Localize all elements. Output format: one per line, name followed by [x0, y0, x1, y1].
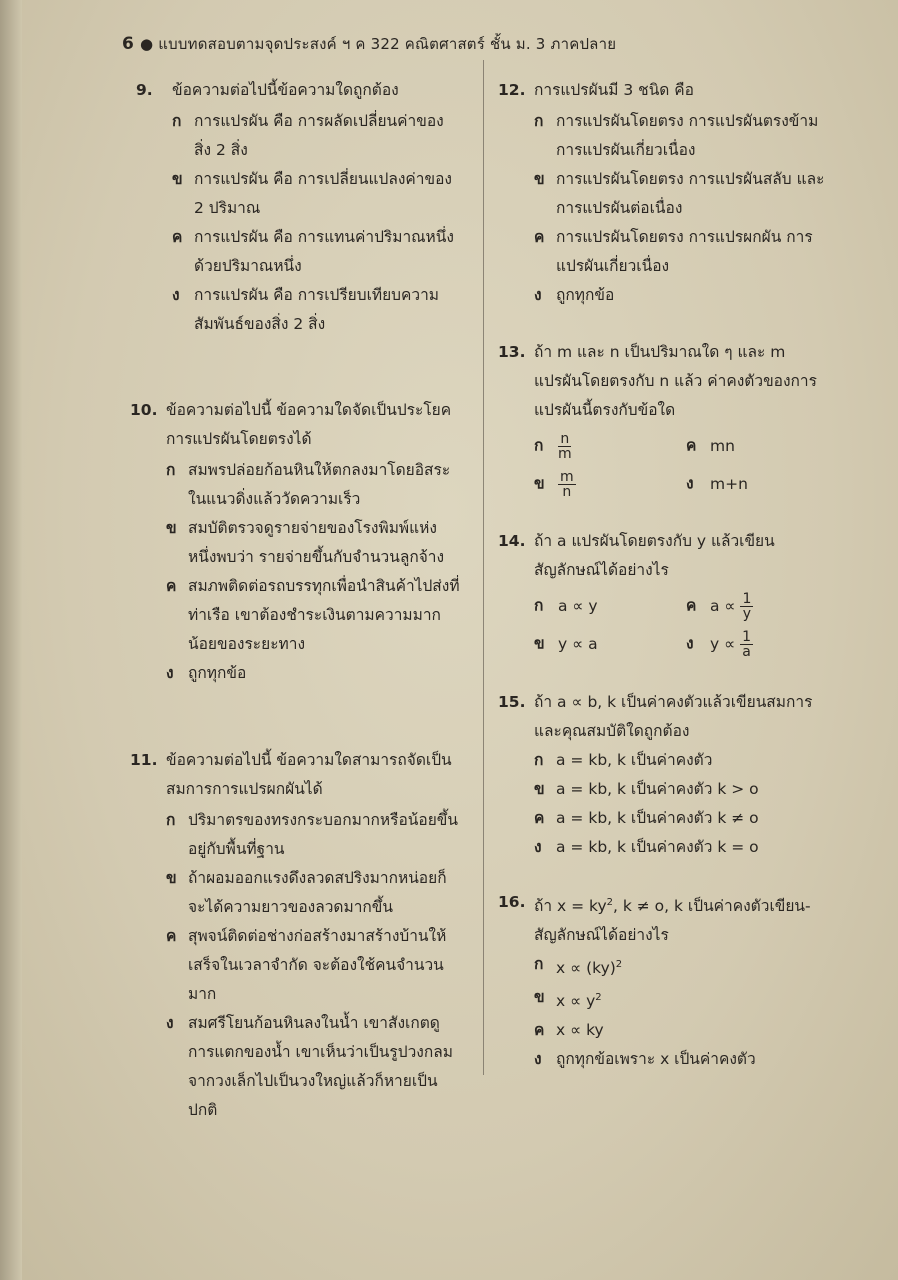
question-stem: ถ้า a ∝ b, k เป็นค่าคงตัวแล้วเขียนสมการและคุณสมบัติใดถูกต้อง: [534, 693, 813, 740]
question-number: 11.: [130, 751, 158, 769]
question-9: [136, 76, 458, 339]
option-c: ค x ∝ ky: [534, 1021, 604, 1040]
option-d: ง m+n: [686, 474, 748, 493]
page-number: 6: [122, 34, 135, 54]
question-15: [498, 688, 838, 862]
option-a: ก x ∝ (ky)$^2$: [534, 955, 623, 978]
question-stem: ข้อความต่อไปนี้ข้อความใดถูกต้อง: [172, 81, 399, 99]
option-d: ง ถูกทุกข้อ: [166, 664, 247, 682]
question-stem: ถ้า m และ n เป็นปริมาณใด ๆ และ m แปรผันโดยตรงกับ n แล้ว ค่าคงตัวของการแปรผันนี้ตรงกับข้อใด: [534, 343, 817, 419]
header-title: แบบทดสอบตามจุดประสงค์ ฯ ค 322 คณิตศาสตร์ ชั้น ม. 3 ภาคปลาย: [158, 35, 617, 53]
question-number: 13.: [498, 343, 526, 361]
option-c: ค สมภพติดต่อรถบรรทุกเพื่อนำสินค้าไปส่งที่ท่าเรือ เขาต้องชำระเงินตามความมากน้อยของระยะทาง: [166, 577, 460, 653]
question-number: 12.: [498, 81, 526, 99]
question-11: [130, 746, 460, 1125]
option-b: ข y ∝ a: [534, 634, 598, 653]
question-stem: การแปรผันมี 3 ชนิด คือ: [534, 81, 694, 99]
question-14: [498, 527, 838, 663]
option-a: ก a = kb, k เป็นค่าคงตัว: [534, 751, 713, 769]
question-16: [498, 888, 838, 1074]
option-a: ก การแปรผัน คือ การผลัดเปลี่ยนค่าของสิ่ง 2 สิ่ง: [172, 112, 444, 159]
question-number: 16.: [498, 893, 526, 911]
option-d: ง สมศรีโยนก้อนหินลงในน้ำ เขาสังเกตดูการแตกของน้ำ เขาเห็นว่าเป็นรูปวงกลมจากวงเล็กไปเป็นวงใหญ่แล้วก็หายเป็นปกติ: [166, 1014, 453, 1119]
question-13: [498, 338, 838, 503]
question-number: 14.: [498, 532, 526, 550]
question-stem: ข้อความต่อไปนี้ ข้อความใดสามารถจัดเป็นสมการการแปรผกผันได้: [166, 751, 452, 798]
question-number: 15.: [498, 693, 526, 711]
question-stem: ถ้า a แปรผันโดยตรงกับ y แล้วเขียนสัญลักษณ์ได้อย่างไร: [534, 532, 775, 579]
question-number: 10.: [130, 401, 158, 419]
option-b: ข $\frac{m}{n}$: [534, 468, 574, 500]
option-c: ค การแปรผันโดยตรง การแปรผกผัน การแปรผันเกี่ยวเนื่อง: [534, 228, 813, 275]
option-a: ก a ∝ y: [534, 596, 598, 615]
question-stem: ถ้า $x = ky^2$, k ≠ o, k เป็นค่าคงตัวเขียน-สัญลักษณ์ได้อย่างไร: [534, 897, 811, 945]
option-a: ก $\frac{n}{m}$: [534, 430, 572, 462]
option-d: ง y ∝ $\frac{1}{a}$: [686, 628, 752, 660]
page-header: [122, 32, 616, 56]
option-c: ค สุพจน์ติดต่อช่างก่อสร้างมาสร้างบ้านให้เสร็จในเวลาจำกัด จะต้องใช้คนจำนวนมาก: [166, 927, 447, 1003]
column-divider: [483, 60, 484, 1075]
question-number: 9.: [136, 81, 153, 99]
option-c: ค mn: [686, 436, 735, 455]
question-stem: ข้อความต่อไปนี้ ข้อความใดจัดเป็นประโยคการแปรผันโดยตรงได้: [166, 401, 452, 448]
option-b: ข a = kb, k เป็นค่าคงตัว k > o: [534, 780, 759, 798]
option-c: ค การแปรผัน คือ การแทนค่าปริมาณหนึ่งด้วยปริมาณหนึ่ง: [172, 228, 454, 275]
question-10: [130, 396, 460, 688]
option-a: ก ปริมาตรของทรงกระบอกมากหรือน้อยขึ้นอยู่กับพื้นที่ฐาน: [166, 811, 458, 858]
option-b: ข ถ้าผอมออกแรงดึงลวดสปริงมากหน่อยก็จะได้ความยาวของลวดมากขึ้น: [166, 869, 447, 916]
option-b: ข การแปรผันโดยตรง การแปรผันสลับ และการแปรผันต่อเนื่อง: [534, 170, 825, 217]
header-bullet: ●: [140, 35, 154, 53]
option-d: ง ถูกทุกข้อ: [534, 286, 615, 304]
option-b: ข สมบัติตรวจดูรายจ่ายของโรงพิมพ์แห่งหนึ่งพบว่า รายจ่ายขึ้นกับจำนวนลูกจ้าง: [166, 519, 445, 566]
option-a: ก การแปรผันโดยตรง การแปรผันตรงข้าม การแปรผันเกี่ยวเนื่อง: [534, 112, 819, 159]
option-b: ข การแปรผัน คือ การเปลี่ยนแปลงค่าของ 2 ปริมาณ: [172, 170, 452, 217]
option-c: ค a ∝ $\frac{1}{y}$: [686, 590, 752, 622]
option-a: ก สมพรปล่อยก้อนหินให้ตกลงมาโดยอิสระในแนวดิ่งแล้ววัดความเร็ว: [166, 461, 451, 508]
page-edge-shadow: [0, 0, 22, 1280]
option-d: ง a = kb, k เป็นค่าคงตัว k = o: [534, 838, 759, 856]
option-d: ง การแปรผัน คือ การเปรียบเทียบความสัมพันธ์ของสิ่ง 2 สิ่ง: [172, 286, 440, 333]
question-12: [498, 76, 834, 310]
option-b: ข $x \propto y^2$: [534, 988, 602, 1011]
option-c: ค a = kb, k เป็นค่าคงตัว k ≠ o: [534, 809, 759, 827]
option-d: ง ถูกทุกข้อเพราะ x เป็นค่าคงตัว: [534, 1050, 756, 1069]
